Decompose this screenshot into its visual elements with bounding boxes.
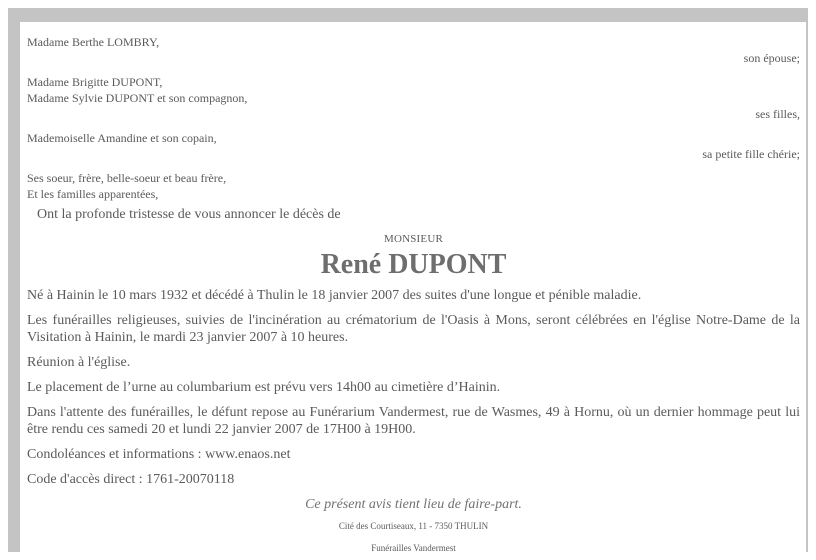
- relatives-line: Et les familles apparentées,: [27, 187, 159, 201]
- daughter-1-name: Madame Brigitte DUPONT,: [27, 75, 163, 89]
- funeral-paragraph: Les funérailles religieuses, suivies de l'incinération au crématorium de l'Oasis à Mons, seront célébrées en l'église Notre-Dame de la Visitation à Hainin, le mardi 23 janvier 2007 à 10 heures.: [27, 313, 800, 345]
- page-frame: [8, 8, 808, 552]
- announcement-intro: Ont la profonde tristesse de vous annoncer le décès de: [37, 207, 341, 222]
- spacer: [27, 66, 800, 74]
- viewing-paragraph: Dans l'attente des funérailles, le défunt repose au Funérarium Vandermest, rue de Wasmes, 49 à Hornu, où un dernier hommage peut lui être rendu ces samedi 20 et lundi 22 janvier 2007 de 17H00 à 19H00.: [27, 405, 800, 437]
- footer-address: Cité des Courtiseaux, 11 - 7350 THULIN: [338, 521, 489, 531]
- daughters-role: ses filles,: [755, 107, 800, 121]
- honorific: MONSIEUR: [383, 233, 444, 245]
- footer-undertaker: Funérailles Vandermest: [371, 543, 456, 553]
- granddaughter-name: Mademoiselle Amandine et son copain,: [27, 131, 217, 145]
- access-code-paragraph: Code d'accès direct : 1761-20070118: [27, 472, 235, 487]
- urn-paragraph: Le placement de l’urne au columbarium est prévu vers 14h00 au cimetière d’Hainin.: [27, 380, 501, 395]
- deceased-name: René DUPONT: [320, 249, 507, 280]
- faire-part-note: Ce présent avis tient lieu de faire-part.: [305, 497, 522, 512]
- spouse-name: Madame Berthe LOMBRY,: [27, 35, 160, 49]
- family-list: [27, 34, 800, 202]
- birth-death-paragraph: Né à Hainin le 10 mars 1932 et décédé à Thulin le 18 janvier 2007 des suites d'une longue et pénible maladie.: [27, 288, 642, 303]
- siblings-line: Ses soeur, frère, belle-soeur et beau frère,: [27, 171, 227, 185]
- granddaughter-role: sa petite fille chérie;: [702, 147, 800, 161]
- spacer: [27, 122, 800, 130]
- spacer: [27, 162, 800, 170]
- obituary-notice: [20, 22, 806, 552]
- condolences-paragraph: Condoléances et informations : www.enaos.net: [27, 447, 291, 462]
- spouse-role: son épouse;: [743, 51, 800, 65]
- daughter-2-name: Madame Sylvie DUPONT et son compagnon,: [27, 91, 248, 105]
- meeting-paragraph: Réunion à l'église.: [27, 355, 131, 370]
